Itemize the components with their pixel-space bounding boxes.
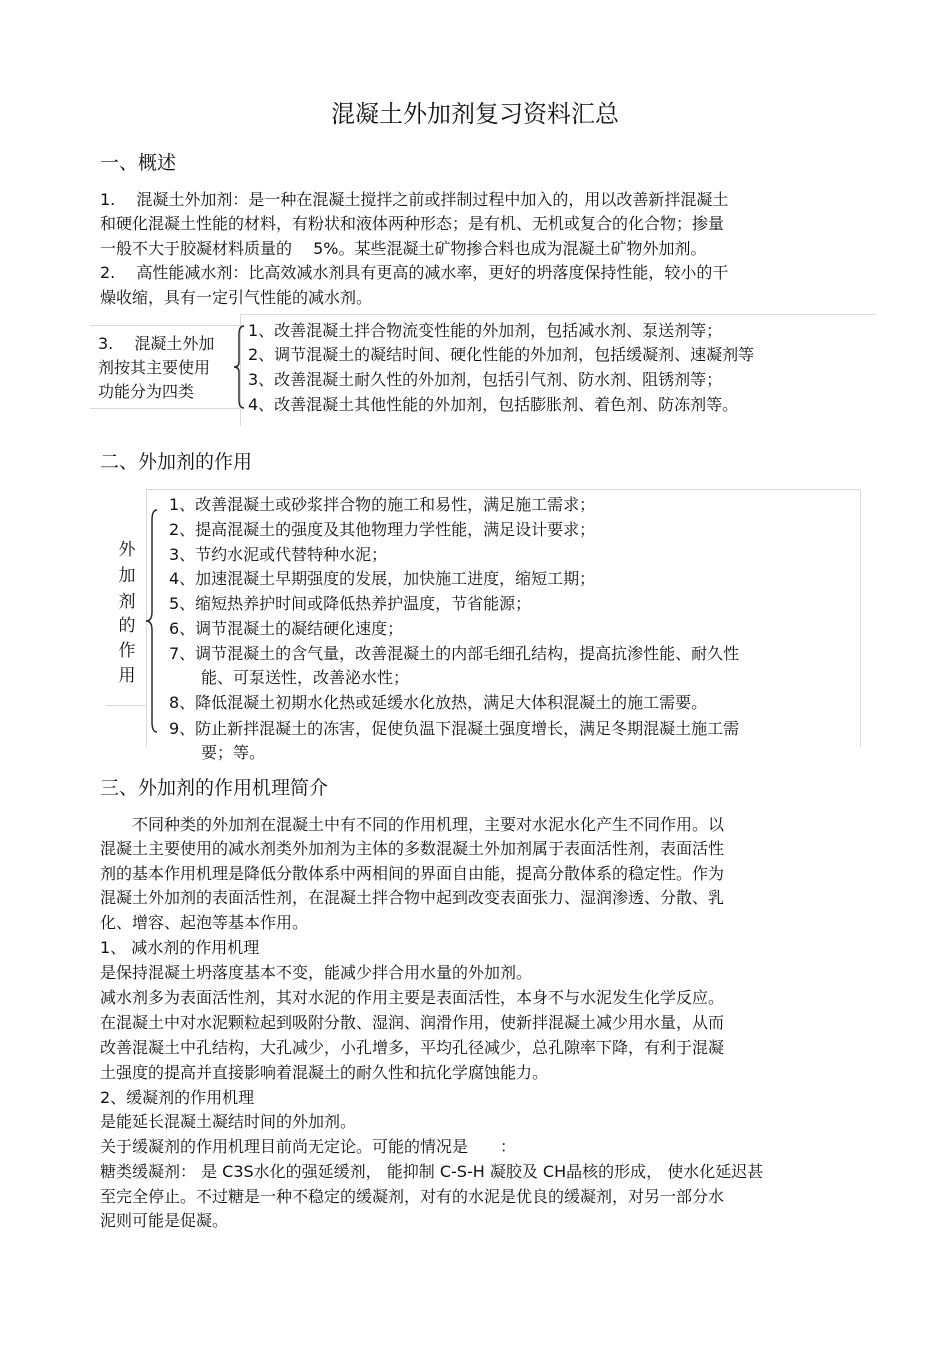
section1-line: 燥收缩，具有一定引气性能的减水剂。 xyxy=(100,288,373,307)
classification-item: 3、改善混凝土耐久性的外加剂，包括引气剂、防水剂、阻锈剂等； xyxy=(248,370,723,389)
section3-line: 土强度的提高并直接影响着混凝土的耐久性和抗化学腐蚀能力。 xyxy=(100,1063,549,1082)
roles-item: 3、节约水泥或代替特种水泥； xyxy=(169,545,388,564)
section3-line: 在混凝土中对水泥颗粒起到吸附分散、湿润、润滑作用，使新拌混凝土减少用水量，从而 xyxy=(100,1013,725,1032)
section3-line: 化、增容、起泡等基本作用。 xyxy=(100,913,309,932)
section3-line: 改善混凝土中孔结构，大孔减少，小孔增多，平均孔径减少，总孔隙率下降，有利于混凝 xyxy=(100,1038,725,1057)
section3-line: 减水剂多为表面活性剂，其对水泥的作用主要是表面活性，本身不与水泥发生化学反应。 xyxy=(100,988,725,1007)
section3-line: 泥则可能是促凝。 xyxy=(100,1211,229,1230)
table-rule xyxy=(146,489,860,490)
section3-subheading: 2、缓凝剂的作用机理 xyxy=(100,1088,255,1107)
roles-item: 要；等。 xyxy=(169,743,266,762)
section1-line: 2. 高性能减水剂：比高效减水剂具有更高的减水率，更好的坍落度保持性能，较小的干 xyxy=(100,263,729,282)
roles-label-char: 剂 xyxy=(118,592,136,612)
section3-line: 关于缓凝剂的作用机理目前尚无定论。可能的情况是 ： xyxy=(100,1137,517,1156)
roles-item: 能、可泵送性，改善泌水性； xyxy=(169,668,410,687)
roles-item: 2、提高混凝土的强度及其他物理力学性能，满足设计要求； xyxy=(169,520,596,539)
section3-line: 糖类缓凝剂： 是 C3S水化的强延缓剂， 能抑制 C-S-H 凝胶及 CH晶核的形成， 使水化延迟甚 xyxy=(100,1162,764,1181)
left-brace xyxy=(143,508,161,734)
section3-heading: 三、外加剂的作用机理简介 xyxy=(100,777,329,799)
table-rule xyxy=(90,325,240,326)
roles-label-char: 加 xyxy=(118,566,136,586)
roles-label-char: 外 xyxy=(118,540,136,560)
table-rule xyxy=(860,489,861,747)
table-rule xyxy=(90,408,240,409)
roles-item: 5、缩短热养护时间或降低热养护温度，节省能源； xyxy=(169,594,532,613)
classification-item: 1、改善混凝土拌合物流变性能的外加剂，包括减水剂、泵送剂等； xyxy=(248,321,723,340)
roles-item: 6、调节混凝土的凝结硬化速度； xyxy=(169,619,404,638)
roles-label-char: 的 xyxy=(118,616,136,636)
section3-line: 至完全停止。不过糖是一种不稳定的缓凝剂，对有的水泥是优良的缓凝剂，对另一部分水 xyxy=(100,1187,725,1206)
classification-label: 3. 混凝土外加 xyxy=(98,334,215,353)
section1-heading: 一、概述 xyxy=(100,152,177,174)
section3-line: 不同种类的外加剂在混凝土中有不同的作用机理，主要对水泥水化产生不同作用。以 xyxy=(100,815,725,834)
section1-line: 1. 混凝土外加剂：是一种在混凝土搅拌之前或拌制过程中加入的，用以改善新拌混凝土 xyxy=(100,190,729,209)
roles-item: 7、调节混凝土的含气量，改善混凝土的内部毛细孔结构，提高抗渗性能、耐久性 xyxy=(169,644,740,663)
section3-line: 是保持混凝土坍落度基本不变，能减少拌合用水量的外加剂。 xyxy=(100,963,533,982)
section3-line: 是能延长混凝土凝结时间的外加剂。 xyxy=(100,1112,357,1131)
roles-item: 1、改善混凝土或砂浆拌合物的施工和易性，满足施工需求； xyxy=(169,495,596,514)
roles-item: 8、降低混凝土初期水化热或延缓水化放热，满足大体积混凝土的施工需要。 xyxy=(169,693,708,712)
section2-heading: 二、外加剂的作用 xyxy=(100,451,253,473)
classification-label: 功能分为四类 xyxy=(98,382,195,401)
classification-item: 2、调节混凝土的凝结时间、硬化性能的外加剂，包括缓凝剂、速凝剂等 xyxy=(248,345,755,364)
table-rule xyxy=(106,705,146,706)
classification-label: 剂按其主要使用 xyxy=(98,358,211,377)
section3-line: 混凝土主要使用的减水剂类外加剂为主体的多数混凝土外加剂属于表面活性剂，表面活性 xyxy=(100,839,725,858)
section1-line: 一般不大于胶凝材料质量的 5%。某些混凝土矿物掺合料也成为混凝土矿物外加剂。 xyxy=(100,239,707,258)
section3-line: 剂的基本作用机理是降低分散体系中两相间的界面自由能，提高分散体系的稳定性。作为 xyxy=(100,864,725,883)
roles-item: 4、加速混凝土早期强度的发展，加快施工进度，缩短工期； xyxy=(169,569,596,588)
section3-line: 混凝土外加剂的表面活性剂，在混凝土拌合物中起到改变表面张力、湿润渗透、分散、乳 xyxy=(100,888,725,907)
table-rule xyxy=(240,314,876,315)
page-title: 混凝土外加剂复习资料汇总 xyxy=(331,100,619,128)
section3-subheading: 1、 减水剂的作用机理 xyxy=(100,938,260,957)
roles-label-char: 用 xyxy=(118,666,136,686)
classification-item: 4、改善混凝土其他性能的外加剂，包括膨胀剂、着色剂、防冻剂等。 xyxy=(248,395,739,414)
roles-label-char: 作 xyxy=(118,641,136,661)
left-brace xyxy=(232,324,248,410)
section1-line: 和硬化混凝土性能的材料，有粉状和液体两种形态；是有机、无机或复合的化合物；掺量 xyxy=(100,214,725,233)
roles-item: 9、防止新拌混凝土的冻害，促使负温下混凝土强度增长，满足冬期混凝土施工需 xyxy=(169,719,740,738)
